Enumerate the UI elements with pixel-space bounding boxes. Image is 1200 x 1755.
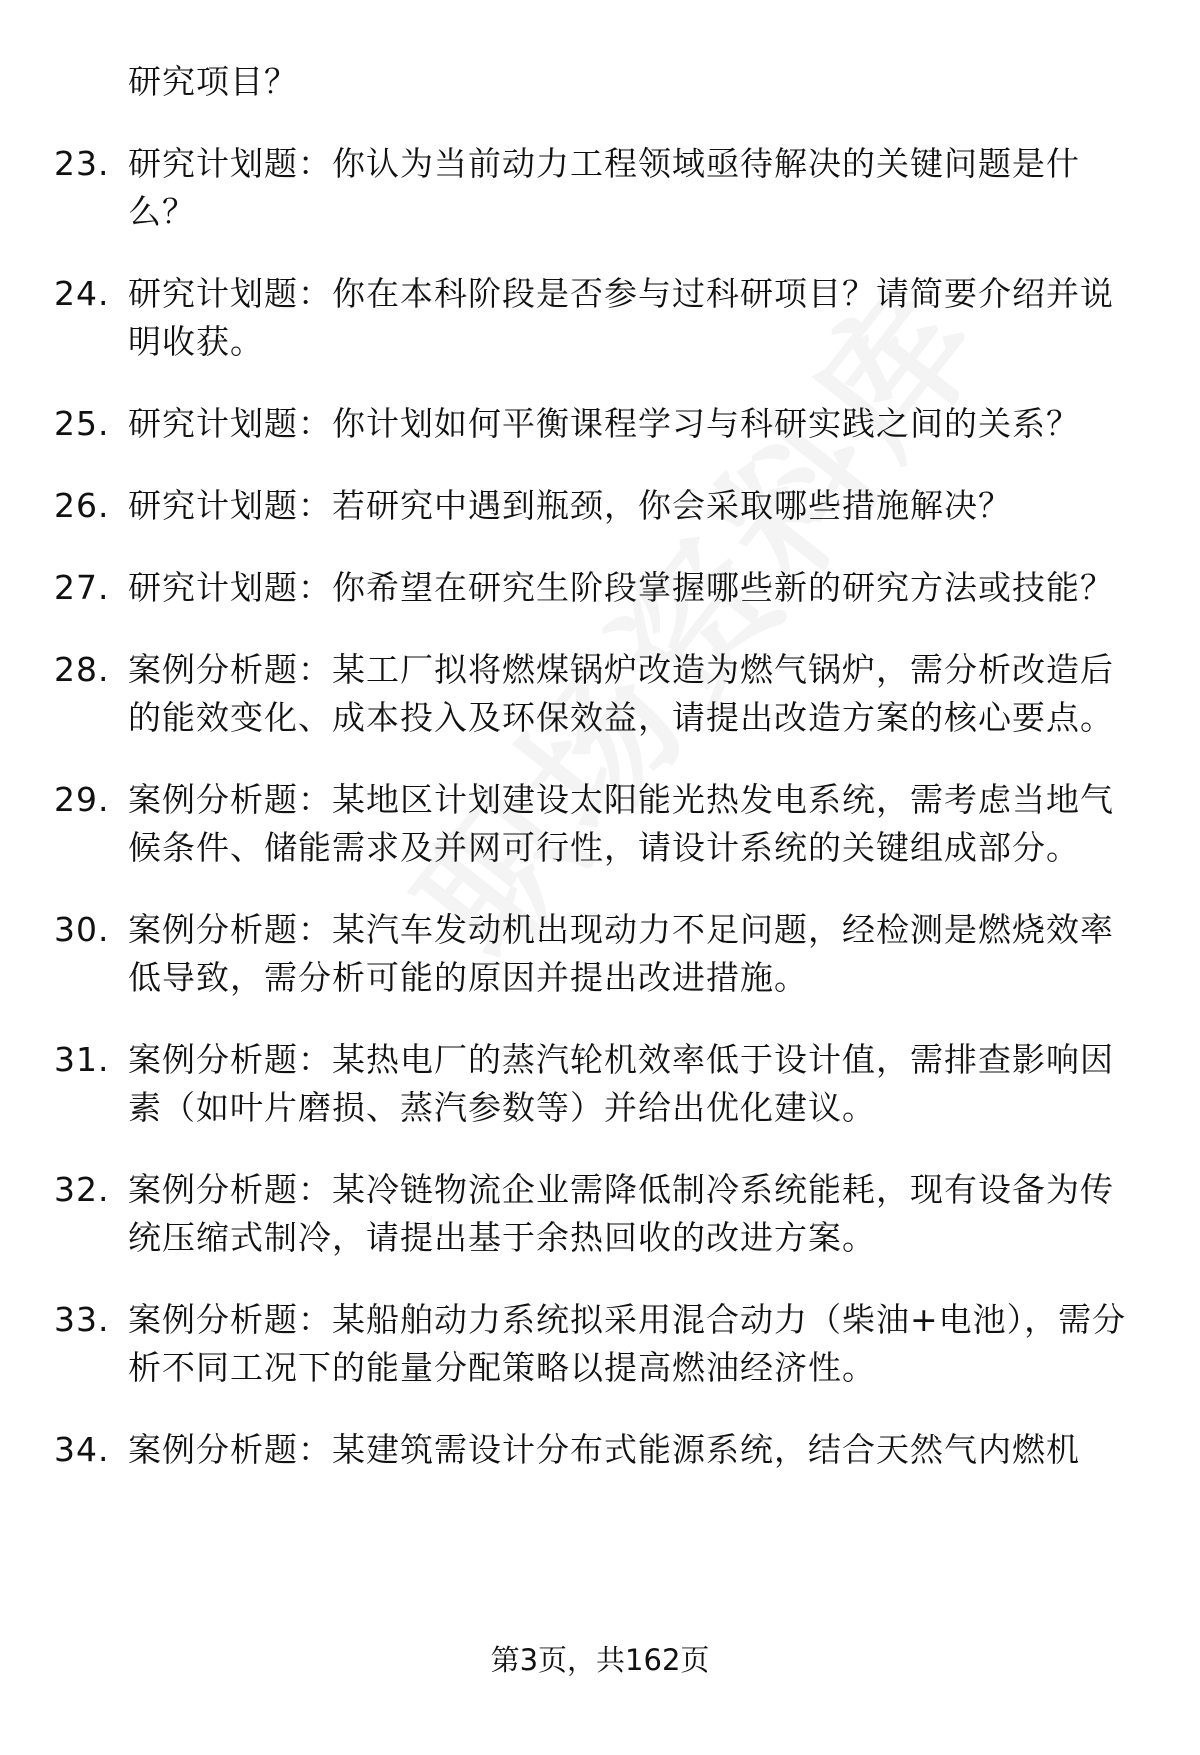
question-number: 28. [54,650,110,689]
question-item-25 [0,400,1200,448]
question-text: 研究计划题：你希望在研究生阶段掌握哪些新的研究方法或技能？ [128,568,1114,607]
question-number: 29. [54,780,110,819]
question-text: 研究计划题：你认为当前动力工程领域亟待解决的关键问题是什么？ [128,144,1080,231]
question-number: 26. [54,486,110,525]
question-item-30 [0,906,1200,1002]
question-item-27 [0,564,1200,612]
question-number: 31. [54,1040,110,1079]
question-number: 30. [54,910,110,949]
question-item-24 [0,270,1200,366]
question-text: 案例分析题：某船舶动力系统拟采用混合动力（柴油+电池），需分析不同工况下的能量分配策略以提高燃油经济性。 [128,1300,1127,1387]
question-number: 25. [54,404,110,443]
continued-question-text: 研究项目？ [128,62,298,101]
question-item-33 [0,1296,1200,1392]
question-number: 34. [54,1430,110,1469]
question-text: 研究计划题：你计划如何平衡课程学习与科研实践之间的关系？ [128,404,1080,443]
question-text: 案例分析题：某热电厂的蒸汽轮机效率低于设计值，需排查影响因素（如叶片磨损、蒸汽参数等）并给出优化建议。 [128,1040,1114,1127]
question-text: 案例分析题：某汽车发动机出现动力不足问题，经检测是燃烧效率低导致，需分析可能的原因并提出改进措施。 [128,910,1114,997]
question-item-26 [0,482,1200,530]
question-item-28 [0,646,1200,742]
question-item-34 [0,1426,1200,1474]
question-number: 32. [54,1170,110,1209]
question-text: 案例分析题：某冷链物流企业需降低制冷系统能耗，现有设备为传统压缩式制冷，请提出基于余热回收的改进方案。 [128,1170,1114,1257]
question-text: 案例分析题：某建筑需设计分布式能源系统，结合天然气内燃机 [128,1430,1080,1469]
question-item-23 [0,140,1200,236]
question-number: 27. [54,568,110,607]
question-number: 33. [54,1300,110,1339]
question-text: 案例分析题：某工厂拟将燃煤锅炉改造为燃气锅炉，需分析改造后的能效变化、成本投入及环保效益，请提出改造方案的核心要点。 [128,650,1114,737]
question-number: 23. [54,144,110,183]
page-footer: 第3页，共162页 [490,1643,710,1677]
question-item-31 [0,1036,1200,1132]
question-list [0,58,1200,1474]
question-item-29 [0,776,1200,872]
question-text: 研究计划题：若研究中遇到瓶颈，你会采取哪些措施解决？ [128,486,1012,525]
question-text: 研究计划题：你在本科阶段是否参与过科研项目？请简要介绍并说明收获。 [128,274,1114,361]
question-number: 24. [54,274,110,313]
question-text: 案例分析题：某地区计划建设太阳能光热发电系统，需考虑当地气候条件、储能需求及并网可行性，请设计系统的关键组成部分。 [128,780,1114,867]
question-item-32 [0,1166,1200,1262]
